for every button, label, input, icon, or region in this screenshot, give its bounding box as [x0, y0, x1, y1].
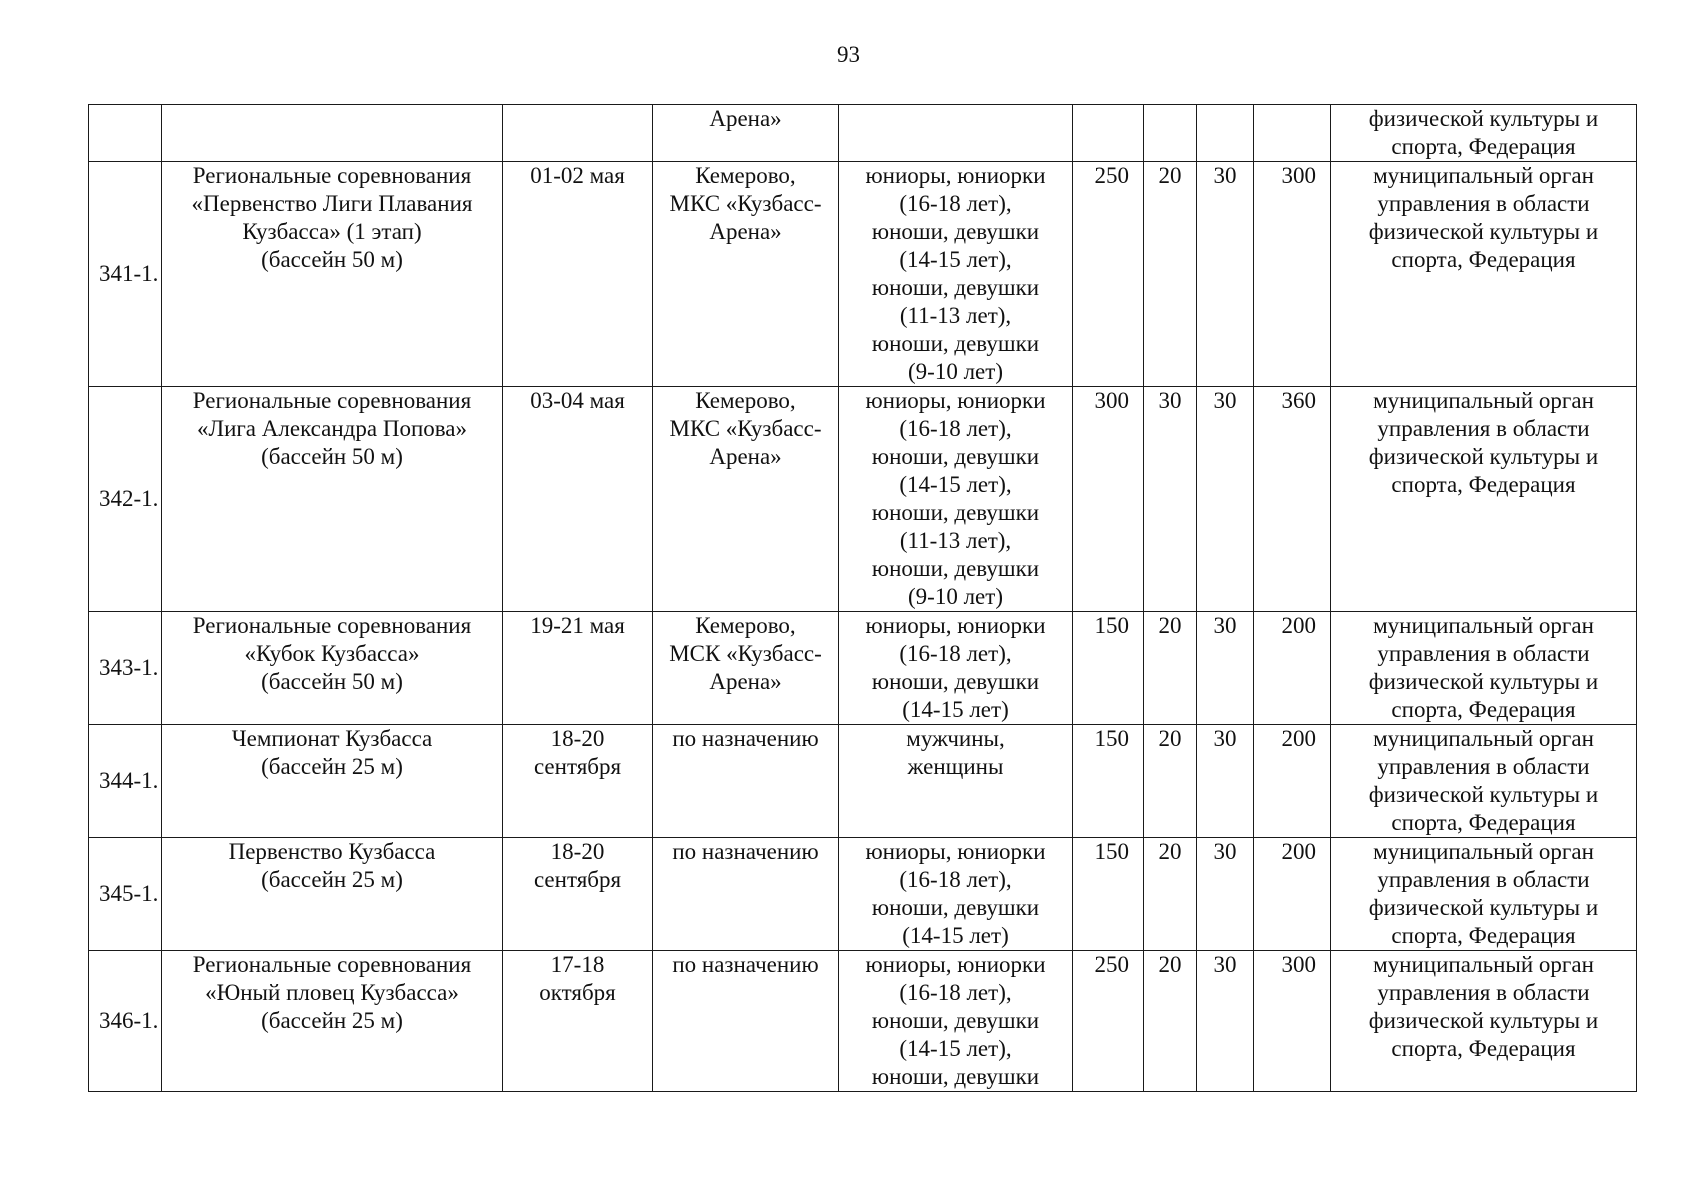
row-number-cell: 341-1. — [89, 162, 162, 387]
count-cell-1: 150 — [1073, 838, 1144, 951]
count-cell-4: 300 — [1254, 162, 1331, 387]
organizer-cell: муниципальный орган управления в области физической культуры и спорта, Федерация — [1331, 951, 1637, 1092]
count-cell-3: 30 — [1197, 387, 1254, 612]
date-cell: 03-04 мая — [503, 387, 653, 612]
count-cell-4: 200 — [1254, 725, 1331, 838]
count-cell-4 — [1254, 105, 1331, 162]
organizer-cell: муниципальный орган управления в области физической культуры и спорта, Федерация — [1331, 162, 1637, 387]
organizer-cell: муниципальный орган управления в области физической культуры и спорта, Федерация — [1331, 612, 1637, 725]
count-cell-1: 250 — [1073, 951, 1144, 1092]
row-number-cell: 343-1. — [89, 612, 162, 725]
event-name-cell: Региональные соревнования «Первенство Лиги Плавания Кузбасса» (1 этап) (бассейн 50 м) — [162, 162, 503, 387]
place-cell: по назначению — [653, 951, 839, 1092]
event-name-cell: Чемпионат Кузбасса (бассейн 25 м) — [162, 725, 503, 838]
organizer-cell: муниципальный орган управления в области физической культуры и спорта, Федерация — [1331, 838, 1637, 951]
event-name-cell — [162, 105, 503, 162]
count-cell-3: 30 — [1197, 162, 1254, 387]
count-cell-2: 20 — [1144, 951, 1197, 1092]
count-cell-3: 30 — [1197, 612, 1254, 725]
count-cell-1: 150 — [1073, 725, 1144, 838]
page-number: 93 — [837, 42, 860, 67]
date-cell: 17-18 октября — [503, 951, 653, 1092]
organizer-cell: физической культуры и спорта, Федерация — [1331, 105, 1637, 162]
table-row — [89, 725, 1637, 838]
count-cell-1: 250 — [1073, 162, 1144, 387]
event-name-cell: Региональные соревнования «Юный пловец Кузбасса» (бассейн 25 м) — [162, 951, 503, 1092]
row-number-cell: 345-1. — [89, 838, 162, 951]
event-name-cell: Региональные соревнования «Лига Александра Попова» (бассейн 50 м) — [162, 387, 503, 612]
count-cell-2: 20 — [1144, 162, 1197, 387]
count-cell-3: 30 — [1197, 725, 1254, 838]
date-cell: 01-02 мая — [503, 162, 653, 387]
table-row — [89, 612, 1637, 725]
place-cell: по назначению — [653, 725, 839, 838]
table-row — [89, 162, 1637, 387]
place-cell: Кемерово, МКС «Кузбасс- Арена» — [653, 387, 839, 612]
date-cell — [503, 105, 653, 162]
place-cell: по назначению — [653, 838, 839, 951]
date-cell: 19-21 мая — [503, 612, 653, 725]
event-name-cell: Региональные соревнования «Кубок Кузбасса» (бассейн 50 м) — [162, 612, 503, 725]
table-row — [89, 105, 1637, 162]
count-cell-4: 360 — [1254, 387, 1331, 612]
count-cell-2: 20 — [1144, 838, 1197, 951]
date-cell: 18-20 сентября — [503, 838, 653, 951]
organizer-cell: муниципальный орган управления в области физической культуры и спорта, Федерация — [1331, 725, 1637, 838]
table-row — [89, 951, 1637, 1092]
count-cell-4: 200 — [1254, 612, 1331, 725]
table-row — [89, 838, 1637, 951]
participants-cell: юниоры, юниорки (16-18 лет), юноши, девушки (14-15 лет) — [839, 612, 1073, 725]
organizer-cell: муниципальный орган управления в области физической культуры и спорта, Федерация — [1331, 387, 1637, 612]
count-cell-2 — [1144, 105, 1197, 162]
events-table — [88, 104, 1637, 1092]
place-cell: Кемерово, МКС «Кузбасс- Арена» — [653, 162, 839, 387]
participants-cell — [839, 105, 1073, 162]
count-cell-1: 150 — [1073, 612, 1144, 725]
count-cell-3 — [1197, 105, 1254, 162]
row-number-cell — [89, 105, 162, 162]
count-cell-1: 300 — [1073, 387, 1144, 612]
row-number-cell: 346-1. — [89, 951, 162, 1092]
row-number-cell: 344-1. — [89, 725, 162, 838]
count-cell-3: 30 — [1197, 838, 1254, 951]
participants-cell: юниоры, юниорки (16-18 лет), юноши, девушки (14-15 лет), юноши, девушки (11-13 лет), юноши, девушки (9-10 лет) — [839, 162, 1073, 387]
count-cell-2: 20 — [1144, 725, 1197, 838]
count-cell-2: 20 — [1144, 612, 1197, 725]
event-name-cell: Первенство Кузбасса (бассейн 25 м) — [162, 838, 503, 951]
count-cell-3: 30 — [1197, 951, 1254, 1092]
count-cell-1 — [1073, 105, 1144, 162]
table-row — [89, 387, 1637, 612]
count-cell-2: 30 — [1144, 387, 1197, 612]
count-cell-4: 200 — [1254, 838, 1331, 951]
count-cell-4: 300 — [1254, 951, 1331, 1092]
participants-cell: юниоры, юниорки (16-18 лет), юноши, девушки (14-15 лет), юноши, девушки (11-13 лет), юноши, девушки (9-10 лет) — [839, 387, 1073, 612]
place-cell: Арена» — [653, 105, 839, 162]
participants-cell: юниоры, юниорки (16-18 лет), юноши, девушки (14-15 лет), юноши, девушки — [839, 951, 1073, 1092]
row-number-cell: 342-1. — [89, 387, 162, 612]
place-cell: Кемерово, МСК «Кузбасс- Арена» — [653, 612, 839, 725]
date-cell: 18-20 сентября — [503, 725, 653, 838]
participants-cell: мужчины, женщины — [839, 725, 1073, 838]
participants-cell: юниоры, юниорки (16-18 лет), юноши, девушки (14-15 лет) — [839, 838, 1073, 951]
